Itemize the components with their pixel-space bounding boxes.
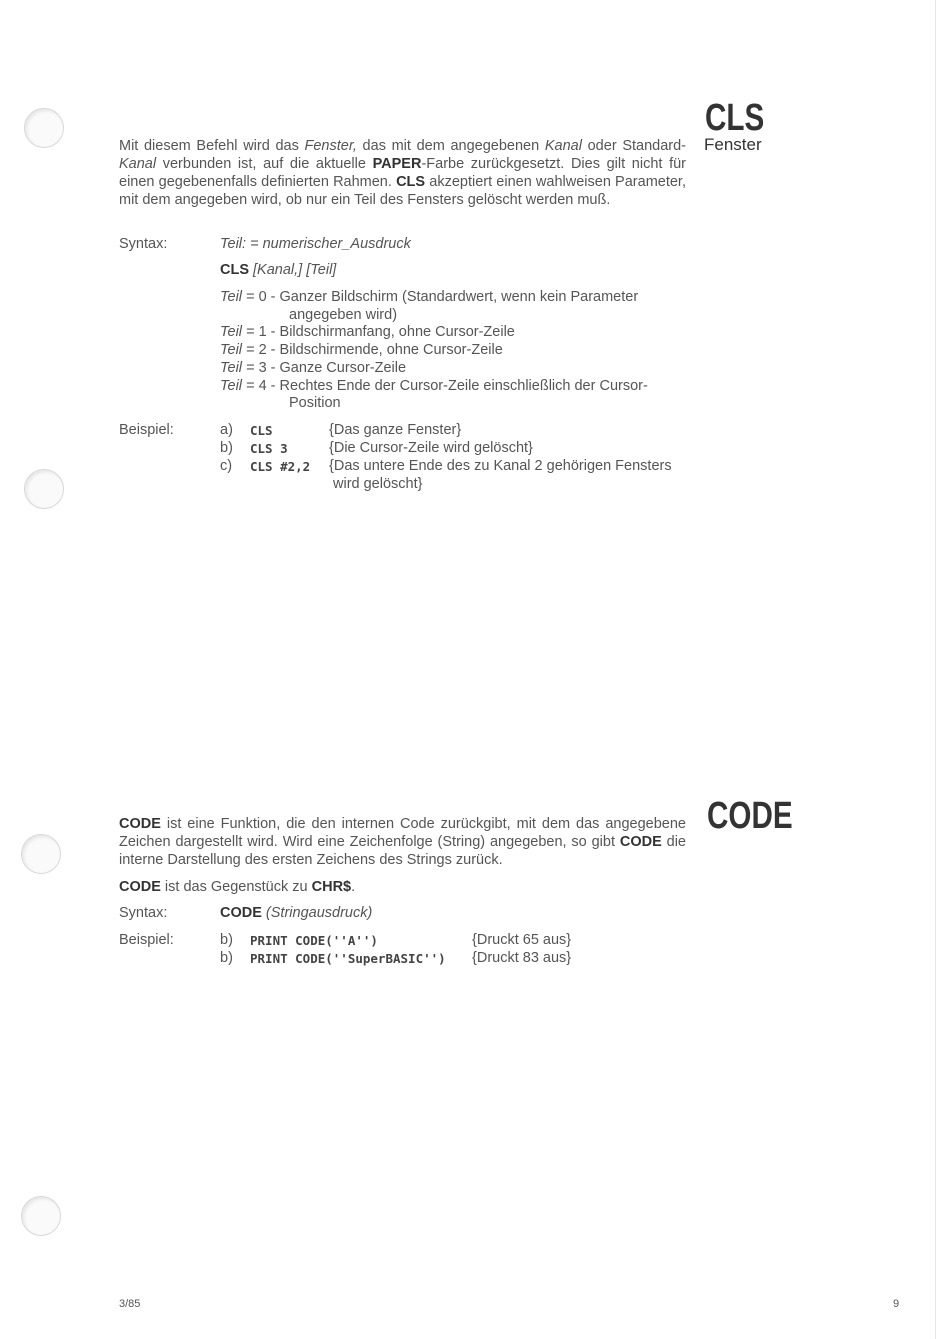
code-syntax-label: Syntax:	[119, 905, 168, 921]
teil-word: Teil	[220, 289, 243, 305]
teil-value: = 2 -	[242, 342, 280, 359]
teil-word: Teil	[220, 342, 243, 359]
code-description: CODE ist eine Funktion, die den internen Code zurückgibt, mit dem das angegebene Zeichen dargestellt wird. Wird eine Zeichenfolge (String) angegeben, so gibt CODE die interne Darstellung des ersten Zeichens des Strings zurück.	[119, 816, 686, 868]
example-code: CLS #2,2	[250, 459, 311, 474]
binder-hole-2	[24, 469, 64, 509]
teil-row	[289, 306, 397, 324]
binder-hole-3	[21, 834, 61, 874]
cls-example-label: Beispiel:	[119, 422, 174, 438]
page-edge	[935, 0, 936, 1339]
teil-value: = 4 -	[242, 377, 280, 394]
teil-value: = 3 -	[242, 359, 280, 376]
example-letter: c)	[220, 458, 233, 474]
example-code: CLS 3	[250, 441, 288, 456]
teil-description: Position	[289, 395, 341, 412]
cls-heading: CLS	[705, 97, 765, 139]
teil-row	[289, 394, 341, 412]
teil-row	[220, 359, 406, 377]
example-letter: b)	[220, 440, 233, 456]
teil-word: Teil	[220, 359, 243, 376]
page-number: 9	[893, 1298, 900, 1310]
cls-subtitle: Fenster	[704, 135, 762, 154]
binder-hole-1	[24, 108, 64, 148]
footer-date: 3/85	[119, 1298, 141, 1310]
teil-word: Teil	[220, 377, 243, 394]
teil-description: Bildschirmende, ohne Cursor-Zeile	[279, 342, 503, 359]
teil-description: Rechtes Ende der Cursor-Zeile einschließlich der Cursor-	[279, 377, 648, 394]
code-syntax-line: CODE (Stringausdruck)	[220, 905, 373, 921]
teil-value: = 1 -	[242, 324, 280, 341]
teil-row	[220, 377, 648, 395]
teil-row	[220, 323, 515, 341]
teil-row	[220, 288, 638, 306]
example-code: CLS	[250, 423, 273, 438]
example-comment: wird gelöscht}	[333, 476, 423, 492]
teil-row	[220, 341, 503, 359]
teil-description: Ganze Cursor-Zeile	[279, 359, 407, 376]
example-comment: {Druckt 83 aus}	[472, 950, 572, 966]
example-comment: {Das ganze Fenster}	[329, 422, 462, 438]
cls-syntax-label: Syntax:	[119, 236, 168, 252]
code-counterpart: CODE ist das Gegenstück zu CHR$.	[119, 879, 356, 895]
example-comment: {Druckt 65 aus}	[472, 932, 572, 948]
example-letter: b)	[220, 932, 233, 948]
cls-syntax-definition: Teil: = numerischer_Ausdruck	[220, 236, 411, 252]
example-letter: b)	[220, 950, 233, 966]
teil-description: Ganzer Bildschirm (Standardwert, wenn kein Parameter	[279, 289, 639, 305]
example-code: PRINT CODE(''A'')	[250, 933, 378, 948]
cls-description: Mit diesem Befehl wird das Fenster, das mit dem angegebenen Kanal oder Standard-Kanal verbunden ist, auf die aktuelle PAPER-Farbe zurückgesetzt. Dies gilt nicht für einen gegebenenfalls definierten Rahmen. CLS akzeptiert einen wahlweisen Parameter, mit dem angegeben wird, ob nur ein Teil des Fensters gelöscht werden muß.	[119, 138, 686, 208]
example-comment: {Das untere Ende des zu Kanal 2 gehörigen Fensters	[329, 458, 672, 474]
binder-hole-4	[21, 1196, 61, 1236]
example-code: PRINT CODE(''SuperBASIC'')	[250, 951, 446, 966]
cls-syntax-line: CLS [Kanal,] [Teil]	[220, 262, 337, 278]
example-comment: {Die Cursor-Zeile wird gelöscht}	[329, 440, 533, 456]
teil-value: = 0 -	[242, 289, 280, 305]
teil-description: Bildschirmanfang, ohne Cursor-Zeile	[279, 324, 515, 341]
example-letter: a)	[220, 422, 233, 438]
code-example-label: Beispiel:	[119, 932, 174, 948]
teil-description: angegeben wird)	[289, 306, 398, 323]
teil-word: Teil	[220, 324, 243, 341]
code-heading: CODE	[707, 795, 793, 837]
